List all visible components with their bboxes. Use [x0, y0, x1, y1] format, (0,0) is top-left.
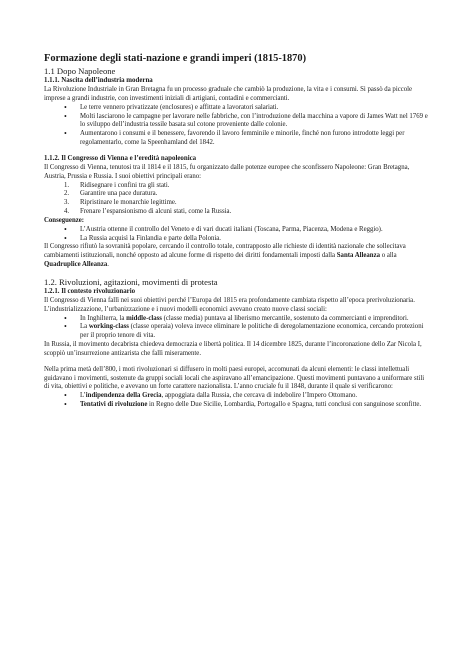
bullet-list-industria [44, 104, 430, 148]
consequences-label: Conseguenze: [44, 216, 85, 224]
list-item: • In Inghilterra, la middle-class (classe media) puntava al liberismo mercantile, sostenuto da commercianti e imprenditori. [80, 315, 430, 324]
list-item [64, 190, 430, 199]
list-item [64, 199, 430, 208]
list-item-text: Ridisegnare i confini tra gli stati. [80, 181, 170, 189]
list-item-text: Garantire una pace duratura. [80, 190, 158, 198]
list-item: • La Russia acquisì la Finlandia e parte della Polonia. [80, 235, 430, 244]
santa-alleanza-term: Santa Alleanza [336, 252, 381, 260]
bullet-list-1848 [44, 392, 430, 410]
list-number: 4. [64, 208, 70, 216]
subsection-heading-1-1-2: 1.1.2. Il Congresso di Vienna e l’eredità napoleonica [44, 154, 197, 162]
subsection-heading-1-1-1: 1.1.1. Nascita dell’industria moderna [44, 77, 153, 85]
quadruplice-alleanza-term: Quadruplice Alleanza [44, 261, 108, 269]
list-number: 3. [64, 199, 70, 207]
bullet-list-conseguenze [44, 226, 430, 244]
bullet-list-classi [44, 315, 430, 341]
section-heading-1-2: 1.2. Rivoluzioni, agitazioni, movimenti di protesta [44, 276, 218, 287]
paragraph-industria-intro: La Rivoluzione Industriale in Gran Bretagna fu un processo graduale che cambiò la produzione, la vita e i consumi. Si passò da piccole imprese a grandi industrie, con investimenti iniziali di artigiani, contadini e commercianti. [44, 86, 413, 102]
list-item: • Aumentarono i consumi e il benessere, favorendo il lavoro femminile e minorile, finché non furono introdotte leggi per regolamentarlo, come la Speenhamland del 1842. [80, 130, 430, 148]
list-item [64, 208, 430, 217]
paragraph-congresso-intro: Il Congresso di Vienna, tenutosi tra il 1814 e il 1815, fu organizzato dalle potenze europee che sconfissero Napoleone: Gran Bretagna, Austria, Prussia e Russia. I suoi obiettivi principali erano: [44, 163, 410, 180]
subsection-heading-1-2-1: 1.2.1. Il contesto rivoluzionario [44, 288, 136, 296]
list-item: • L’indipendenza della Grecia, appoggiata dalla Russia, che cercava di indebolire l’Impero Ottomano. [80, 392, 430, 401]
list-item: • Le terre vennero privatizzate (enclosures) e affittate a lavoratori salariati. [80, 104, 430, 113]
numbered-list-obiettivi [44, 182, 430, 217]
section-heading-1-1: 1.1 Dopo Napoleone [44, 66, 116, 76]
paragraph-russia: In Russia, il movimento decabrista chiedeva democrazia e libertà politica. Il 14 dicembre 1825, durante l’incoronazione dello Zar Nicola I, scoppiò un’insurrezione antizarista che fallì miseramente. [44, 341, 422, 357]
list-item: • Tentativi di rivoluzione in Regno delle Due Sicilie, Lombardia, Portogallo e Spagna, tutti conclusi con sanguinose sconfitte. [80, 401, 430, 410]
list-item: • L’Austria ottenne il controllo del Veneto e di vari ducati italiani (Toscana, Parma, Piacenza, Modena e Reggio). [80, 226, 430, 235]
paragraph-contesto-intro: Il Congresso di Vienna fallì nei suoi obiettivi perché l’Europa del 1815 era profondamente cambiata rispetto all’epoca prerivoluzionaria. L’industrializzazione, l’urbanizzazione e i nuovi modelli economici avevano creato nuove classi sociali: [44, 296, 415, 313]
paragraph-moti: Nella prima metà dell’800, i moti rivoluzionari si diffusero in molti paesi europei, accomunati da alcuni elementi: le classi intellettuali guidavano i movimenti, sostenute da gruppi sociali locali che aspiravano all’emancipazione. Questi movimenti puntavano a uniformare stili di vita, obiettivi e politiche, e avevano un forte carattere nazionalista. L’anno cruciale fu il 1848, durante il quale si verificarono: [44, 365, 425, 391]
list-item [64, 181, 430, 191]
list-item: • Molti lasciarono le campagne per lavorare nelle fabbriche, con l’introduzione della macchina a vapore di James Watt nel 1769 e lo sviluppo dell’industria tessile basata sul cotone proveniente dalle colonie. [80, 113, 430, 131]
list-number: 1. [64, 181, 70, 189]
list-item-text: Frenare l’espansionismo di alcuni stati, come la Russia. [80, 208, 232, 216]
list-item: • La working-class (classe operaia) voleva invece eliminare le politiche di deregolamentazione economica, cercando protezioni per il proprio tenore di vita. [80, 323, 430, 341]
paragraph-congresso-closing: Il Congresso rifiutò la sovranità popolare, cercando il controllo totale, contrapposto alle richieste di identità nazionale che sollecitava cambiamenti istituzionali, nonché opposto ad alcune forme di rispetto dei diritti fondamentali imposti dalla Santa Alleanza o alla Quadruplice Alleanza. [44, 243, 406, 269]
list-number: 2. [64, 190, 70, 198]
list-item-text: Ripristinare le monarchie legittime. [80, 199, 177, 207]
document-title: Formazione degli stati-nazione e grandi imperi (1815-1870) [44, 53, 307, 64]
